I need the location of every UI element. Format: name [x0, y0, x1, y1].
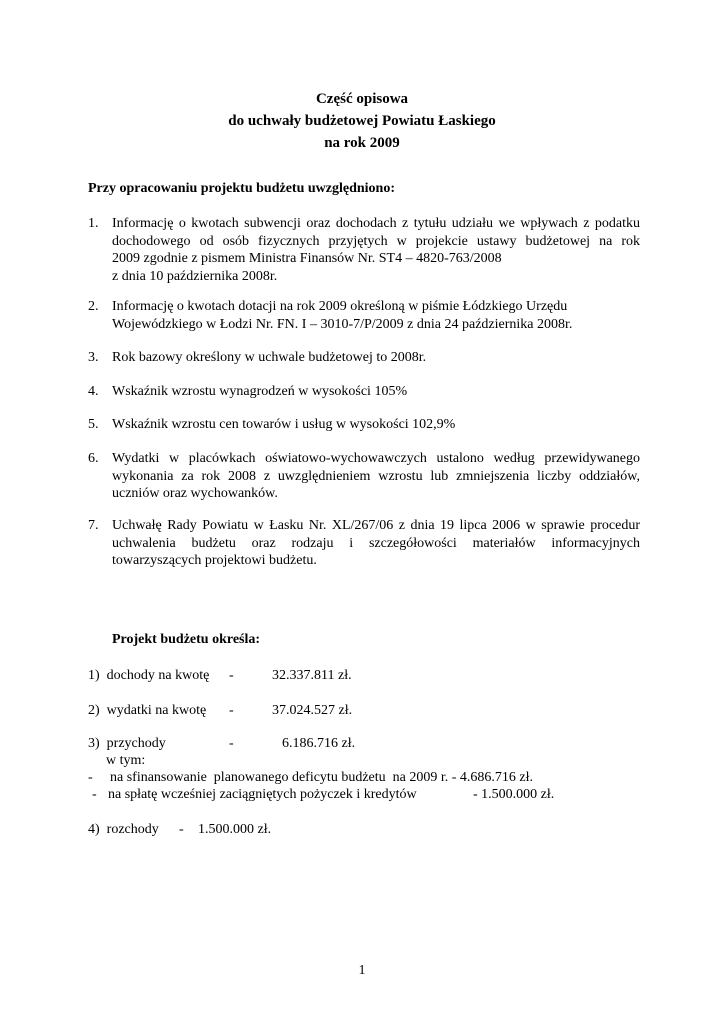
list-item-2 [88, 298, 640, 333]
sub2-text: na spłatę wcześniej zaciągniętych pożyczek i kredytów [108, 787, 417, 802]
intro-heading: Przy opracowaniu projektu budżetu uwzględniono: [88, 181, 395, 196]
przychody-dash: - [229, 736, 234, 751]
document-title [0, 88, 724, 154]
dochody-value: 32.337.811 zł. [272, 668, 352, 683]
list-item-number: 4. [88, 384, 99, 399]
list-item-6 [88, 450, 640, 503]
title-line-3: na rok 2009 [324, 135, 400, 151]
w-tym-label: w tym: [106, 753, 146, 768]
list-item-line: towarzyszących projektowi budżetu. [112, 553, 317, 568]
sub2-dash: - [92, 787, 97, 802]
list-item-number: 5. [88, 417, 99, 432]
list-item-number: 2. [88, 299, 99, 314]
list-item-line: Wskaźnik wzrostu cen towarów i usług w wysokości 102,9% [112, 417, 456, 432]
wydatki-label: 2) wydatki na kwotę [88, 703, 207, 718]
list-item-line: Rok bazowy określony w uchwale budżetowej to 2008r. [112, 350, 427, 365]
list-item-line: Uchwałę Rady Powiatu w Łasku Nr. XL/267/06 z dnia 19 lipca 2006 w sprawie procedur [112, 518, 640, 533]
list-item-line: dochodowego od osób fizycznych przyjętych w projekcie ustawy budżetowej na rok [112, 233, 640, 249]
list-item-number: 1. [88, 216, 99, 231]
wydatki-dash: - [229, 703, 234, 718]
list-item-7 [88, 517, 640, 570]
list-item-line: uczniów oraz wychowanków. [112, 486, 278, 501]
page-number: 1 [358, 963, 366, 978]
list-item-1 [88, 215, 640, 285]
list-item-3 [88, 349, 640, 367]
list-item-5 [88, 416, 640, 434]
list-item-line: Wskaźnik wzrostu wynagrodzeń w wysokości 105% [112, 384, 408, 399]
przychody-value: 6.186.716 zł. [282, 736, 356, 751]
list-item-number: 7. [88, 518, 99, 533]
title-line-1: Część opisowa [315, 91, 409, 107]
list-item-line: uchwalenia budżetu oraz rodzaju i szczegółowości materiałów informacyjnych [112, 535, 640, 551]
rozchody-label: 4) rozchody [88, 822, 159, 837]
projekt-heading: Projekt budżetu określa: [112, 632, 261, 647]
przychody-label: 3) przychody [88, 736, 166, 751]
list-item-line: Informację o kwotach subwencji oraz dochodach z tytułu udziału we wpływach z podatku [112, 216, 640, 231]
dochody-label: 1) dochody na kwotę [88, 668, 210, 683]
list-item-line: 2009 zgodnie z pismem Ministra Finansów Nr. ST4 – 4820-763/2008 [112, 251, 502, 266]
sub1-dash: - [88, 770, 93, 785]
dochody-dash: - [229, 668, 234, 683]
list-item-number: 3. [88, 350, 99, 365]
rozchody-dash: - [179, 822, 184, 837]
list-item-line: Wydatki w placówkach oświatowo-wychowawczych ustalono według przewidywanego [112, 451, 640, 466]
list-item-line: wykonania za rok 2008 z uwzględnieniem wzrostu lub zmniejszenia liczby oddziałów, [112, 468, 640, 484]
sub2-value: - 1.500.000 zł. [473, 787, 555, 802]
list-item-4 [88, 383, 640, 401]
list-item-line: Informację o kwotach dotacji na rok 2009 określoną w piśmie Łódzkiego Urzędu [112, 299, 568, 314]
title-line-2: do uchwały budżetowej Powiatu Łaskiego [228, 113, 496, 129]
list-item-number: 6. [88, 451, 99, 466]
list-item-line: Wojewódzkiego w Łodzi Nr. FN. I – 3010-7/P/2009 z dnia 24 października 2008r. [112, 316, 573, 332]
wydatki-value: 37.024.527 zł. [272, 703, 353, 718]
sub1-text: na sfinansowanie planowanego deficytu budżetu na 2009 r. - 4.686.716 zł. [110, 770, 534, 785]
rozchody-value: 1.500.000 zł. [198, 822, 272, 837]
list-item-line: z dnia 10 października 2008r. [112, 268, 278, 284]
